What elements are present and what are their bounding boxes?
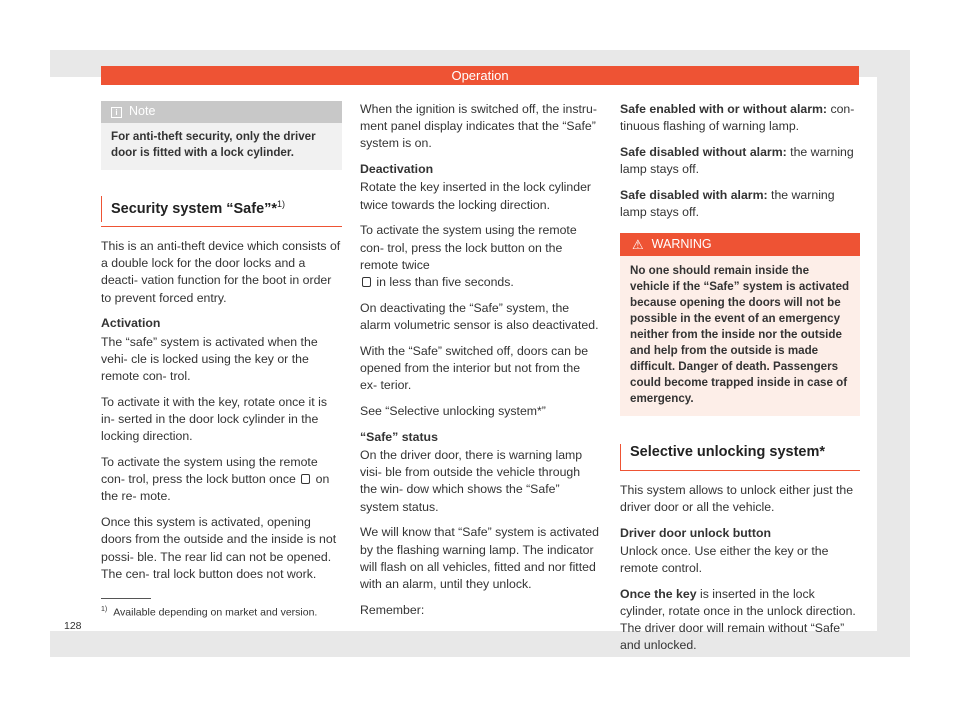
status-heading: “Safe” status: [360, 429, 438, 444]
section-heading-safe: Security system “Safe”*$^{1)}$: [101, 196, 342, 227]
activation-paragraph-4: Once this system is activated, opening doors from the outside and the inside is not possi- ble. The rear lid can not be opened. The cen- tral lock button does not work.: [101, 515, 337, 581]
footnote: $^{1)}$ Available depending on market and version.: [101, 606, 318, 619]
activation-paragraph-1: The “safe” system is activated when the vehi- cle is locked using the key or the remote con- trol.: [101, 334, 318, 384]
warning-header: [620, 233, 860, 256]
footnote-ref: 1): [277, 199, 286, 209]
activation-paragraph-3: To activate the system using the remote con- trol, press the lock button once on the re- mote.: [101, 455, 330, 504]
column-right: [620, 101, 860, 663]
footnote-divider: [101, 598, 151, 599]
warning-triangle-icon: ⚠: [632, 237, 644, 253]
activation-paragraph-2: To activate it with the key, rotate once it is in- serted in the door lock cylinder in the locking direction.: [101, 394, 328, 444]
ignition-paragraph: When the ignition is switched off, the instru- ment panel display indicates that the “Safe” system is on.: [360, 102, 597, 151]
column-left: [101, 101, 342, 592]
deactivation-paragraph-2: To activate the system using the remote con- trol, press the lock button on the remote twice in less than five seconds.: [360, 223, 577, 290]
deactivation-paragraph-4: With the “Safe” switched off, doors can be opened from the interior but not from the ex- terior.: [360, 343, 589, 393]
driver-door-heading: Driver door unlock button: [620, 525, 771, 540]
lock-icon: [362, 277, 371, 287]
warning-label: WARNING: [651, 237, 712, 252]
page-number: 128: [64, 620, 82, 632]
remember-text: Remember:: [360, 602, 425, 617]
note-label: Note: [129, 104, 156, 119]
status-safe-disabled-no-alarm: Safe disabled without alarm: the warning lamp stays off.: [620, 145, 854, 177]
deactivation-paragraph-1: Rotate the key inserted in the lock cylinder twice towards the locking direction.: [360, 180, 592, 212]
status-safe-disabled-alarm: Safe disabled with alarm: the warning lamp stays off.: [620, 188, 835, 220]
lock-icon: [301, 474, 310, 484]
note-text: For anti-theft security, only the driver door is fitted with a lock cylinder.: [111, 130, 316, 159]
deactivation-paragraph-5: See “Selective unlocking system*”: [360, 404, 546, 419]
chapter-header: Operation: [101, 66, 859, 85]
column-middle: [360, 101, 600, 628]
selective-paragraph: This system allows to unlock either just the driver door or all the vehicle.: [620, 482, 854, 514]
key-paragraph: Once the key is inserted in the lock cylinder, rotate once in the unlock direction. The driver door will remain without “Safe” and unlocked.: [620, 586, 856, 653]
info-icon: i: [111, 107, 122, 118]
warning-text: No one should remain inside the vehicle if the “Safe” system is activated because opening the doors will not be possible in the event of an emergency neither from the inside nor the outside and help from the outside is made difficult. Danger of death. Passengers could become trapped inside in case of emergency.: [630, 264, 850, 406]
warning-box: [620, 233, 860, 416]
deactivation-heading: Deactivation: [360, 162, 434, 177]
status-paragraph-2: We will know that “Safe” system is activated by the flashing warning lamp. The indicator will flash on all vehicles, fitted and nor fitted with an alarm, until they unlock.: [360, 525, 599, 592]
note-box: [101, 101, 342, 170]
driver-door-paragraph: Unlock once. Use either the key or the remote control.: [620, 543, 829, 576]
activation-heading: Activation: [101, 316, 161, 331]
status-safe-enabled: Safe enabled with or without alarm: con- tinuous flashing of warning lamp.: [620, 102, 855, 134]
note-header: [101, 101, 342, 123]
section-heading-selective: Selective unlocking system*: [620, 444, 860, 470]
status-paragraph-1: On the driver door, there is warning lamp visi- ble from outside the vehicle through the win- dow which shows the “Safe” system status.: [360, 448, 583, 514]
deactivation-paragraph-3: On deactivating the “Safe” system, the alarm volumetric sensor is also deactivated.: [360, 300, 599, 333]
intro-paragraph: This is an anti-theft device which consists of a double lock for the door locks and a deacti- vation function for the boot in order to prevent forced entry.: [101, 239, 341, 305]
